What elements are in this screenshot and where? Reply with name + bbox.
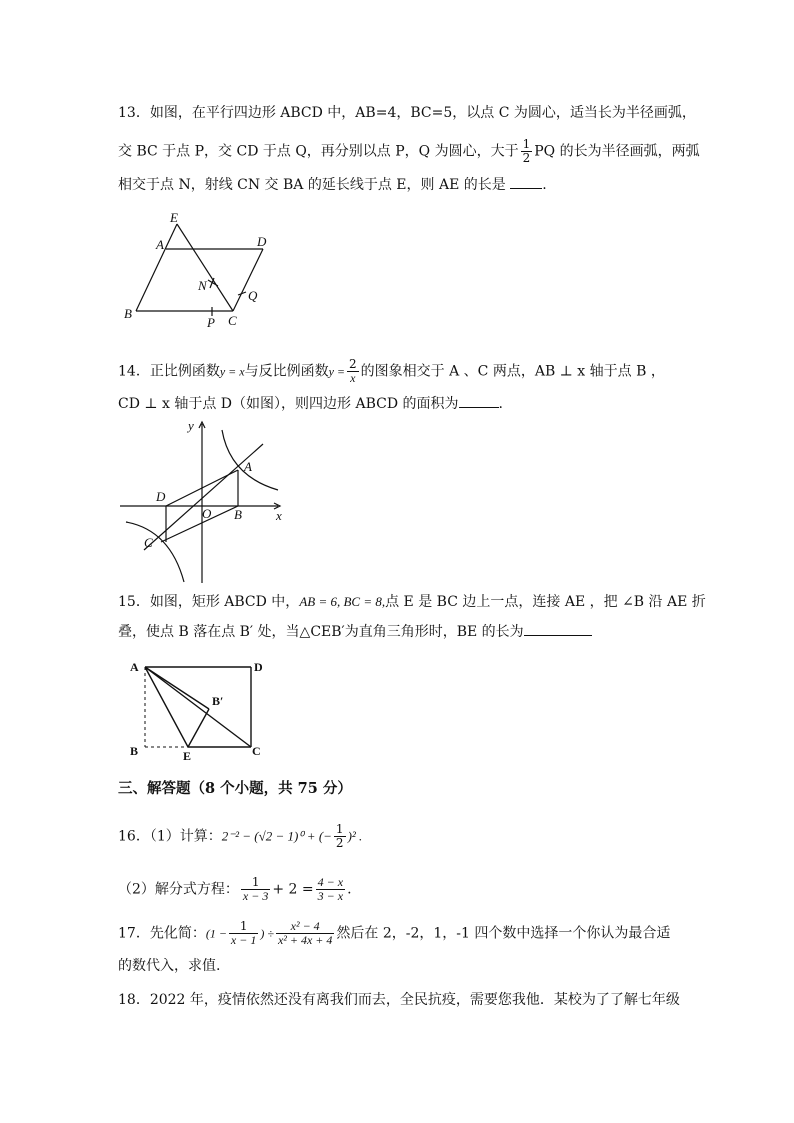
- q14-line2: [118, 394, 503, 414]
- q15-label-c: C: [252, 744, 261, 758]
- q15-line1-b: 点 E 是 BC 边上一点，连接 AE ，把 ∠B 沿 AE 折: [385, 594, 706, 610]
- q16-line2-end: .: [347, 881, 352, 898]
- q14-line2-text: CD ⊥ x 轴于点 D（如图），则四边形 ABCD 的面积为: [118, 396, 459, 412]
- q17-line1: [118, 920, 670, 947]
- q17-div: ) ÷: [260, 926, 274, 941]
- q16-line1: [118, 823, 362, 850]
- q17-line1-end: 然后在 2，-2，1，-1 四个数中选择一个你认为最合适: [336, 925, 671, 942]
- q16-fa-num: 1: [241, 876, 270, 890]
- q16-frac-num: 1: [335, 822, 344, 836]
- q17-fb-num: x² − 4: [276, 920, 334, 934]
- q15-diagonal-ac: [145, 667, 251, 747]
- q13-label-e: E: [170, 210, 178, 225]
- q16-expression: 2⁻² − (√2 − 1)⁰ + (−: [221, 828, 332, 844]
- q16-line2-label: （2）解分式方程：: [118, 881, 239, 898]
- q18-line1: 18．2022 年，疫情依然还没有离我们而去，全民抗疫，需要您我他．某校为了了解七年级: [118, 992, 680, 1008]
- q15-line2-text: 叠，使点 B 落在点 B′ 处，当△CEB′为直角三角形时，BE 的长为: [118, 624, 524, 640]
- q16-fb-num: 4 − x: [317, 875, 344, 889]
- q17-fa-num: 1: [229, 920, 258, 934]
- q13-label-d: D: [257, 234, 267, 249]
- q15-line2: [118, 622, 592, 642]
- q13-arc-n: [208, 278, 218, 288]
- q14-line1-c: 的图象相交于 A 、C 两点，AB ⊥ x 轴于点 B ，: [360, 363, 665, 380]
- q14-line1-a: 14．正比例函数: [118, 363, 220, 380]
- q14-label-y: y: [188, 418, 194, 433]
- q15-answer-blank[interactable]: [524, 635, 592, 636]
- q16-expression-end: )² .: [347, 828, 363, 844]
- q15-condition: AB = 6, BC = 8,: [299, 594, 386, 609]
- q14-label-d: D: [156, 489, 166, 504]
- q13-line3: [118, 175, 547, 195]
- q14-label-c: C: [144, 535, 153, 550]
- q16-frac-a: [241, 876, 270, 903]
- q17-pre: (1 −: [205, 926, 227, 941]
- q14-frac-den: x: [350, 371, 356, 385]
- q14-fraction: [347, 358, 359, 385]
- q14-label-o: O: [202, 506, 212, 521]
- q13-line3-end: .: [542, 177, 547, 193]
- q13-label-a: A: [156, 237, 164, 252]
- q15-segment-eb1: [188, 709, 209, 747]
- q14-frac-num: 2: [349, 357, 357, 371]
- q17-frac-b: [276, 920, 334, 947]
- q15-line1: [118, 592, 706, 612]
- q15-label-b1: B′: [212, 694, 224, 708]
- q13-label-b: B: [124, 306, 132, 321]
- q16-fb-den: 3 − x: [317, 889, 344, 903]
- q16-frac-den: 2: [335, 836, 344, 850]
- q15-label-a: A: [130, 660, 139, 674]
- q13-fraction: [521, 138, 533, 165]
- q14-figure: [118, 418, 293, 586]
- q17-frac-a: [229, 920, 258, 947]
- q15-segment-ae: [145, 667, 188, 747]
- q16-mid: + 2 =: [272, 881, 314, 898]
- q13-line1: 13．如图，在平行四边形 ABCD 中，AB=4，BC=5，以点 C 为圆心，适当长为半径画弧，: [118, 105, 696, 121]
- q13-line2-a: 交 BC 于点 P，交 CD 于点 Q，再分别以点 P，Q 为圆心，大于: [118, 143, 519, 160]
- q14-line1-b: 与反比例函数: [244, 363, 329, 380]
- section-heading: 三、解答题（8 个小题，共 75 分）: [118, 780, 352, 797]
- q16-line1-label: 16．（1）计算：: [118, 828, 222, 845]
- q14-label-a: A: [244, 459, 252, 474]
- q14-label-b: B: [234, 507, 242, 522]
- q17-fa-den: x − 1: [230, 933, 257, 947]
- q15-label-e: E: [183, 749, 192, 763]
- q16-line2: [118, 876, 352, 903]
- q15-figure: [118, 656, 276, 764]
- q13-frac-den: 2: [522, 151, 531, 165]
- q14-answer-blank[interactable]: [459, 407, 499, 408]
- q13-answer-blank[interactable]: [510, 188, 542, 189]
- q15-label-d: D: [254, 660, 263, 674]
- q14-label-x: x: [276, 508, 282, 523]
- q16-fa-den: x − 3: [242, 889, 269, 903]
- q14-line1: [118, 358, 665, 385]
- q14-eq2: y =: [328, 364, 346, 379]
- q15-segment-ab1: [145, 667, 209, 709]
- q17-fb-den: x² + 4x + 4: [277, 933, 333, 947]
- q13-label-n: N: [198, 278, 207, 293]
- q13-line2: [118, 138, 700, 165]
- q13-line3-text: 相交于点 N，射线 CN 交 BA 的延长线于点 E，则 AE 的长是: [118, 177, 506, 193]
- q17-line1-label: 17．先化简：: [118, 925, 206, 942]
- q14-hyperbola-q3: [126, 522, 184, 582]
- q13-frac-num: 1: [522, 137, 531, 151]
- q13-ray-ce: [177, 224, 233, 311]
- q16-fraction: [334, 823, 346, 850]
- q13-label-c: C: [228, 313, 237, 328]
- q13-figure: [118, 208, 278, 333]
- q16-frac-b: [316, 876, 345, 903]
- q13-label-p: P: [207, 315, 215, 330]
- q14-line2-end: .: [498, 396, 503, 412]
- q13-line2-b: PQ 的长为半径画弧，两弧: [534, 143, 700, 160]
- q17-line2: 的数代入，求值.: [118, 958, 221, 974]
- q15-label-b: B: [130, 744, 139, 758]
- q15-line1-a: 15．如图，矩形 ABCD 中，: [118, 594, 300, 610]
- q13-label-q: Q: [248, 288, 258, 303]
- q14-eq1: y = x: [219, 364, 245, 379]
